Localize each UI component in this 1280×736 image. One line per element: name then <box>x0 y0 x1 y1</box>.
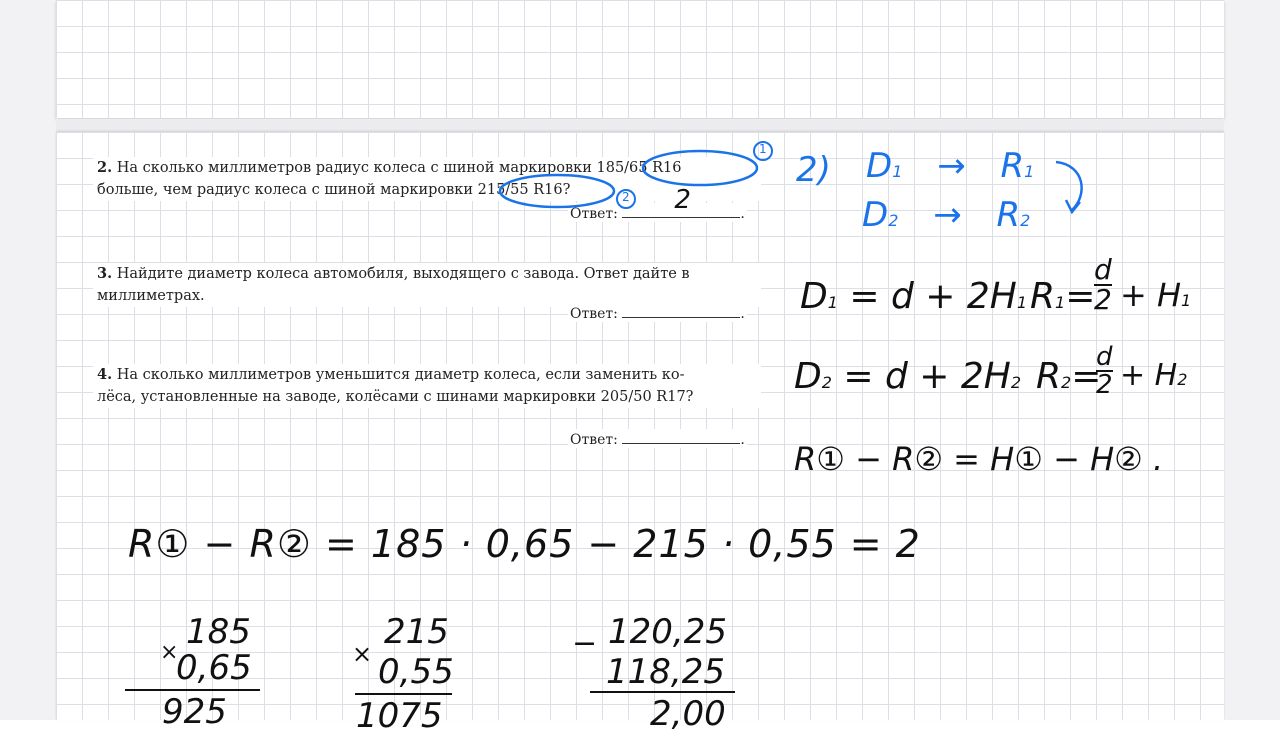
col1-partial: 925 <box>162 692 227 732</box>
subscript: 1 <box>892 162 903 181</box>
sym: R <box>1030 276 1056 317</box>
task-number: 3. <box>97 265 113 282</box>
subscript: 1 <box>1055 293 1066 312</box>
answer-handwritten: 2 <box>674 185 691 215</box>
subscript: 2 <box>888 211 899 230</box>
r-symbol: R <box>1000 146 1025 186</box>
col2-partial: 1075 <box>356 696 443 736</box>
arrow: → <box>937 146 966 186</box>
col3-bottom: 118,25 <box>606 652 725 692</box>
formula-2-tail <box>1120 358 1187 393</box>
fraction-2 <box>1096 344 1113 398</box>
numerator: d <box>1096 342 1113 372</box>
task-4-answer: Ответ: . <box>568 429 747 448</box>
subscript: 2 <box>1020 211 1031 230</box>
d-symbol: D <box>862 195 889 235</box>
subscript: 2 <box>821 373 832 392</box>
sym: = d + 2H <box>849 276 1017 317</box>
arrow: → <box>933 195 962 235</box>
formula-2 <box>794 356 1021 397</box>
step-label: 2) <box>796 150 831 190</box>
formula-2-right <box>1036 356 1101 397</box>
formula-1-tail <box>1120 276 1191 314</box>
subscript: 1 <box>1181 291 1192 310</box>
col3-result: 2,00 <box>650 694 726 734</box>
col1-sign: × <box>160 640 179 665</box>
task-3-answer: Ответ: . <box>568 303 747 322</box>
subscript: 1 <box>1016 293 1028 312</box>
tire2-circle <box>500 175 614 207</box>
sym: = <box>1071 356 1102 397</box>
subscript: 1 <box>827 293 838 312</box>
subscript: 2 <box>1177 370 1188 389</box>
col2-sign: × <box>352 640 373 668</box>
r-symbol: R <box>996 195 1021 235</box>
col1-bottom: 0,65 <box>176 648 252 688</box>
sym: R <box>1036 356 1062 397</box>
mapping-row-1 <box>866 146 1034 186</box>
answer-label: Ответ: <box>570 206 618 222</box>
denominator: 2 <box>1096 370 1113 400</box>
task-4-line2: лёса, установленные на заводе, колёсами с шинами маркировки 205/50 R17? <box>97 389 694 405</box>
subscript: 1 <box>1024 162 1035 181</box>
task-2-answer: Ответ: 2 . <box>570 185 745 222</box>
col1-top: 185 <box>186 612 251 652</box>
task-text: На сколько миллиметров уменьшится диаметр колеса, если заменить ко- <box>116 367 685 383</box>
task-number: 4. <box>97 366 113 383</box>
answer-label: Ответ: <box>570 306 618 322</box>
sym: D <box>794 356 822 397</box>
sym: = d + 2H <box>843 356 1011 397</box>
task-text: На сколько миллиметров радиус колеса с шиной маркировки 185/65 R16 <box>116 160 682 176</box>
badge2-label: 2 <box>622 190 630 204</box>
task-text: Найдите диаметр колеса автомобиля, выходящего с завода. Ответ дайте в <box>116 266 690 282</box>
task-number: 2. <box>97 159 113 176</box>
denominator: 2 <box>1094 283 1112 316</box>
col2-bottom: 0,55 <box>378 652 454 692</box>
sym: + H <box>1120 276 1182 314</box>
task-2-line2: больше, чем радиус колеса с шиной маркировки 215/55 R16? <box>97 182 571 198</box>
tire1-circle <box>643 151 757 185</box>
fraction-1 <box>1094 253 1112 316</box>
formula-1-right <box>1030 276 1095 317</box>
subscript: 2 <box>1061 373 1072 392</box>
sym: D <box>800 276 828 317</box>
formula-3: R① − R② = H① − H② . <box>794 440 1164 478</box>
task-3-line2: миллиметрах. <box>97 288 205 304</box>
col3-top: 120,25 <box>608 612 727 652</box>
mapping-row-2 <box>862 195 1030 235</box>
subscript: 2 <box>1010 373 1022 392</box>
answer-label: Ответ: <box>570 432 618 448</box>
badge1-label: 1 <box>759 142 767 156</box>
numerator: d <box>1094 253 1112 286</box>
main-calculation: R① − R② = 185 · 0,65 − 215 · 0,55 = 2 <box>128 522 921 566</box>
d-symbol: D <box>866 146 893 186</box>
formula-1 <box>800 276 1027 317</box>
col2-top: 215 <box>384 612 449 652</box>
col3-sign: − <box>572 626 598 661</box>
sym: + H <box>1120 358 1178 393</box>
sym: = <box>1065 276 1096 317</box>
